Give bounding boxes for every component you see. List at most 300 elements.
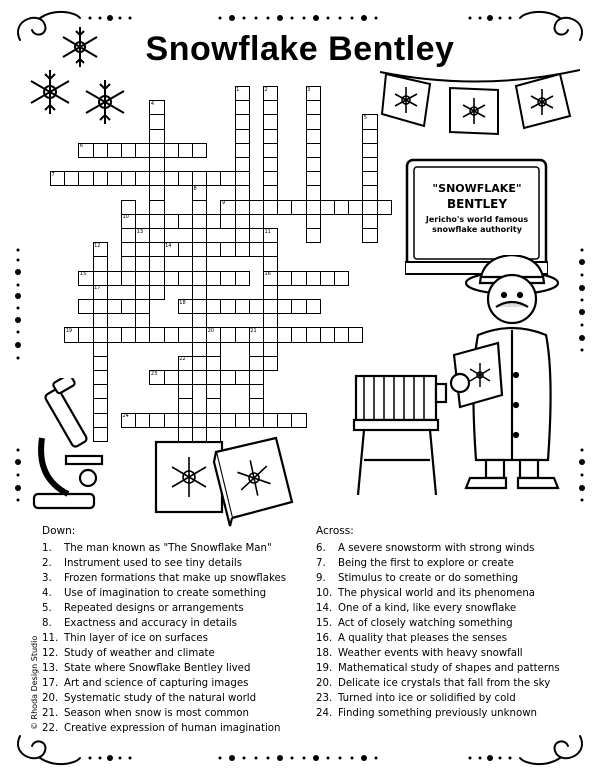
down-heading: Down:	[42, 525, 76, 537]
clue-number: 3.	[42, 573, 52, 584]
grid-cell[interactable]	[220, 214, 235, 229]
grid-cell[interactable]	[306, 171, 321, 186]
grid-cell[interactable]	[206, 384, 221, 399]
clue-text: State where Snowflake Bentley lived	[64, 663, 251, 674]
grid-cell[interactable]	[107, 143, 122, 158]
clue-number: 6.	[316, 543, 326, 554]
grid-cell[interactable]	[220, 370, 235, 385]
clue-number: 9.	[316, 573, 326, 584]
grid-cell[interactable]	[164, 143, 179, 158]
grid-cell[interactable]	[192, 242, 207, 257]
clue-text: A quality that pleases the senses	[338, 633, 508, 644]
grid-cell[interactable]	[362, 171, 377, 186]
grid-number: 13	[136, 228, 144, 235]
grid-cell[interactable]	[306, 214, 321, 229]
grid-cell[interactable]	[149, 171, 164, 186]
grid-cell[interactable]	[178, 171, 193, 186]
clue-text: Repeated designs or arrangements	[64, 603, 244, 614]
grid-cell[interactable]	[277, 200, 292, 215]
page-title: Snowflake Bentley	[145, 30, 455, 68]
grid-number: 24	[122, 413, 129, 420]
clue-text: Finding something previously unknown	[338, 708, 537, 719]
grid-cell[interactable]	[149, 228, 164, 243]
grid-cell[interactable]	[249, 200, 264, 215]
across-clue-9	[316, 571, 560, 586]
grid-cell[interactable]	[107, 271, 122, 286]
grid-cell[interactable]	[320, 271, 335, 286]
down-clue-2	[42, 556, 286, 571]
grid-cell[interactable]	[235, 157, 250, 172]
grid-number: 15	[79, 271, 87, 278]
grid-number: 7	[51, 171, 55, 178]
grid-cell[interactable]	[291, 271, 306, 286]
grid-number: 11	[264, 228, 271, 235]
grid-number: 5	[363, 114, 368, 121]
grid-cell[interactable]	[78, 299, 93, 314]
grid-cell[interactable]	[121, 143, 136, 158]
across-clue-6	[316, 541, 560, 556]
grid-cell[interactable]	[235, 228, 250, 243]
grid-number: 18	[179, 299, 186, 306]
across-clue-20	[316, 676, 560, 691]
across-clue-10	[316, 586, 560, 601]
grid-cell[interactable]	[249, 398, 264, 413]
clue-number: 15.	[316, 618, 333, 629]
across-heading: Across:	[316, 525, 354, 537]
grid-cell[interactable]	[235, 299, 250, 314]
grid-cell[interactable]	[93, 398, 108, 413]
grid-cell[interactable]	[149, 114, 164, 129]
grid-cell[interactable]	[306, 299, 321, 314]
grid-number: 1	[236, 86, 240, 93]
grid-cell[interactable]	[220, 242, 235, 257]
grid-cell[interactable]	[149, 242, 164, 257]
grid-cell[interactable]	[178, 370, 193, 385]
grid-number: 6	[79, 143, 84, 150]
grid-cell[interactable]	[135, 285, 150, 300]
grid-cell[interactable]	[135, 413, 150, 428]
grid-cell[interactable]	[135, 313, 150, 328]
grid-cell[interactable]	[192, 342, 207, 357]
clue-number: 5.	[42, 603, 52, 614]
grid-cell[interactable]	[220, 271, 235, 286]
grid-cell[interactable]	[178, 242, 193, 257]
grid-cell[interactable]	[249, 413, 264, 428]
grid-cell[interactable]	[107, 171, 122, 186]
grid-cell[interactable]	[107, 327, 122, 342]
grid-cell[interactable]	[263, 256, 278, 271]
grid-cell[interactable]	[235, 413, 250, 428]
grid-cell[interactable]	[164, 214, 179, 229]
grid-cell[interactable]	[263, 200, 278, 215]
clue-text: Study of weather and climate	[64, 648, 215, 659]
clue-number: 11.	[42, 633, 59, 644]
grid-cell[interactable]	[277, 271, 292, 286]
grid-cell[interactable]	[235, 129, 250, 144]
clue-text: The man known as "The Snowflake Man"	[64, 543, 272, 554]
grid-cell[interactable]	[263, 313, 278, 328]
clue-text: Mathematical study of shapes and patterns	[338, 663, 560, 674]
grid-cell[interactable]	[107, 299, 122, 314]
grid-cell[interactable]	[291, 413, 306, 428]
grid-cell[interactable]	[164, 171, 179, 186]
grid-cell[interactable]	[362, 129, 377, 144]
grid-cell[interactable]	[164, 413, 179, 428]
grid-cell[interactable]	[178, 427, 193, 442]
grid-cell[interactable]	[263, 100, 278, 115]
grid-cell[interactable]	[192, 214, 207, 229]
across-clue-7	[316, 556, 560, 571]
grid-cell[interactable]	[235, 242, 250, 257]
grid-cell[interactable]	[192, 299, 207, 314]
grid-cell[interactable]	[149, 327, 164, 342]
grid-cell[interactable]	[306, 157, 321, 172]
grid-cell[interactable]	[93, 342, 108, 357]
grid-cell[interactable]	[135, 143, 150, 158]
grid-cell[interactable]	[277, 327, 292, 342]
grid-cell[interactable]	[291, 200, 306, 215]
grid-number: 10	[122, 214, 129, 221]
clue-number: 14.	[316, 603, 333, 614]
grid-cell[interactable]	[263, 356, 278, 371]
grid-cell[interactable]	[249, 356, 264, 371]
grid-cell[interactable]	[93, 313, 108, 328]
grid-cell[interactable]	[206, 242, 221, 257]
sign-line-4: snowflake authority	[432, 225, 522, 234]
grid-cell[interactable]	[235, 214, 250, 229]
clue-number: 22.	[42, 723, 59, 734]
sign-line-1: "SNOWFLAKE"	[432, 182, 522, 195]
clue-text: Season when snow is most common	[64, 708, 249, 719]
grid-cell[interactable]	[249, 384, 264, 399]
grid-cell[interactable]	[64, 171, 79, 186]
grid-cell[interactable]	[291, 299, 306, 314]
grid-cell[interactable]	[334, 327, 349, 342]
sign-line-3: Jericho's world famous	[425, 215, 529, 224]
grid-cell[interactable]	[277, 413, 292, 428]
clue-number: 19.	[316, 663, 333, 674]
down-clues	[42, 524, 286, 736]
across-clue-18	[316, 646, 560, 661]
down-clue-11	[42, 631, 286, 646]
grid-number: 21	[250, 327, 257, 334]
clue-number: 7.	[316, 558, 326, 569]
clue-number: 10.	[316, 588, 333, 599]
grid-cell[interactable]	[178, 384, 193, 399]
grid-cell[interactable]	[149, 214, 164, 229]
grid-cell[interactable]	[220, 171, 235, 186]
grid-cell[interactable]	[377, 200, 392, 215]
grid-cell[interactable]	[277, 299, 292, 314]
grid-number: 14	[165, 242, 172, 249]
clue-number: 20.	[316, 678, 333, 689]
grid-cell[interactable]	[121, 271, 136, 286]
grid-number: 20	[207, 327, 215, 334]
grid-cell[interactable]	[263, 157, 278, 172]
grid-cell[interactable]	[121, 200, 136, 215]
grid-cell[interactable]	[306, 271, 321, 286]
grid-cell[interactable]	[206, 214, 221, 229]
grid-cell[interactable]	[149, 157, 164, 172]
grid-cell[interactable]	[249, 299, 264, 314]
grid-cell[interactable]	[93, 427, 108, 442]
grid-cell[interactable]	[263, 185, 278, 200]
grid-cell[interactable]	[235, 271, 250, 286]
grid-cell[interactable]	[362, 200, 377, 215]
grid-cell[interactable]	[192, 171, 207, 186]
clue-text: Art and science of capturing images	[64, 678, 249, 689]
grid-cell[interactable]	[306, 143, 321, 158]
grid-cell[interactable]	[263, 242, 278, 257]
grid-cell[interactable]	[121, 228, 136, 243]
grid-cell[interactable]	[263, 413, 278, 428]
grid-cell[interactable]	[178, 143, 193, 158]
grid-cell[interactable]	[206, 356, 221, 371]
clue-text: Delicate ice crystals that fall from the sky	[338, 678, 551, 689]
grid-cell[interactable]	[306, 228, 321, 243]
grid-cell[interactable]	[164, 271, 179, 286]
grid-cell[interactable]	[235, 327, 250, 342]
grid-cell[interactable]	[362, 157, 377, 172]
grid-cell[interactable]	[334, 271, 349, 286]
grid-cell[interactable]	[121, 327, 136, 342]
clue-number: 12.	[42, 648, 59, 659]
grid-cell[interactable]	[235, 185, 250, 200]
grid-cell[interactable]	[192, 413, 207, 428]
clue-number: 16.	[316, 633, 333, 644]
grid-number: 8	[193, 185, 197, 192]
grid-cell[interactable]	[263, 171, 278, 186]
grid-cell[interactable]	[135, 256, 150, 271]
grid-cell[interactable]	[192, 271, 207, 286]
clue-text: Exactness and accuracy in details	[64, 618, 237, 629]
across-clues	[316, 524, 560, 721]
grid-number: 19	[65, 327, 73, 334]
grid-cell[interactable]	[149, 185, 164, 200]
across-clue-14	[316, 601, 560, 616]
grid-cell[interactable]	[235, 370, 250, 385]
grid-cell[interactable]	[362, 185, 377, 200]
clue-text: Creative expression of human imagination	[64, 723, 281, 734]
grid-cell[interactable]	[93, 384, 108, 399]
clue-text: Turned into ice or solidified by cold	[338, 693, 516, 704]
grid-cell[interactable]	[192, 228, 207, 243]
grid-cell[interactable]	[235, 100, 250, 115]
clue-number: 13.	[42, 663, 59, 674]
grid-cell[interactable]	[93, 143, 108, 158]
grid-cell[interactable]	[192, 200, 207, 215]
grid-cell[interactable]	[93, 271, 108, 286]
grid-cell[interactable]	[263, 299, 278, 314]
grid-cell[interactable]	[334, 200, 349, 215]
grid-cell[interactable]	[348, 200, 363, 215]
grid-number: 16	[264, 271, 271, 278]
down-clue-4	[42, 586, 286, 601]
sign-line-2: BENTLEY	[446, 197, 508, 211]
copyright-text: © Rhoda Design Studio	[30, 635, 39, 730]
grid-cell[interactable]	[220, 413, 235, 428]
down-clue-8	[42, 616, 286, 631]
grid-cell[interactable]	[235, 200, 250, 215]
grid-cell[interactable]	[220, 299, 235, 314]
grid-number: 2	[264, 86, 268, 93]
grid-cell[interactable]	[249, 370, 264, 385]
across-clue-15	[316, 616, 560, 631]
across-clue-24	[316, 706, 560, 721]
clue-number: 4.	[42, 588, 52, 599]
clue-text: Systematic study of the natural world	[64, 693, 257, 704]
across-clue-23	[316, 691, 560, 706]
grid-cell[interactable]	[149, 256, 164, 271]
grid-cell[interactable]	[93, 413, 108, 428]
down-clue-13	[42, 661, 286, 676]
grid-number: 3	[307, 86, 311, 93]
clue-number: 18.	[316, 648, 333, 659]
grid-cell[interactable]	[164, 370, 179, 385]
grid-cell[interactable]	[149, 143, 164, 158]
clue-number: 21.	[42, 708, 59, 719]
grid-cell[interactable]	[121, 171, 136, 186]
grid-cell[interactable]	[206, 171, 221, 186]
grid-cell[interactable]	[320, 200, 335, 215]
grid-cell[interactable]	[263, 143, 278, 158]
grid-cell[interactable]	[306, 185, 321, 200]
clue-number: 8.	[42, 618, 52, 629]
grid-cell[interactable]	[93, 327, 108, 342]
grid-cell[interactable]	[206, 398, 221, 413]
grid-cell[interactable]	[178, 327, 193, 342]
grid-cell[interactable]	[235, 114, 250, 129]
grid-cell[interactable]	[235, 171, 250, 186]
grid-cell[interactable]	[362, 228, 377, 243]
grid-cell[interactable]	[320, 327, 335, 342]
grid-cell[interactable]	[149, 129, 164, 144]
clue-text: Stimulus to create or do something	[338, 573, 519, 584]
clue-text: The physical world and its phenomena	[338, 588, 536, 599]
grid-cell[interactable]	[135, 299, 150, 314]
clue-number: 1.	[42, 543, 52, 554]
grid-cell[interactable]	[220, 327, 235, 342]
grid-cell[interactable]	[235, 143, 250, 158]
clue-text: Instrument used to see tiny details	[64, 558, 243, 569]
clue-text: Being the first to explore or create	[338, 558, 514, 569]
grid-cell[interactable]	[263, 327, 278, 342]
grid-cell[interactable]	[149, 271, 164, 286]
grid-cell[interactable]	[206, 370, 221, 385]
down-clue-12	[42, 646, 286, 661]
grid-cell[interactable]	[135, 271, 150, 286]
grid-cell[interactable]	[263, 129, 278, 144]
grid-cell[interactable]	[249, 214, 264, 229]
grid-cell[interactable]	[93, 370, 108, 385]
clue-number: 17.	[42, 678, 59, 689]
grid-cell[interactable]	[135, 214, 150, 229]
grid-cell[interactable]	[206, 342, 221, 357]
grid-cell[interactable]	[121, 256, 136, 271]
grid-cell[interactable]	[93, 171, 108, 186]
grid-cell[interactable]	[135, 171, 150, 186]
down-clue-22	[42, 721, 286, 736]
grid-cell[interactable]	[206, 427, 221, 442]
grid-cell[interactable]	[121, 242, 136, 257]
grid-cell[interactable]	[192, 313, 207, 328]
grid-cell[interactable]	[192, 256, 207, 271]
clue-text: A severe snowstorm with strong winds	[338, 543, 535, 554]
down-clue-1	[42, 541, 286, 556]
grid-number: 4	[150, 100, 155, 107]
grid-cell[interactable]	[263, 285, 278, 300]
grid-cell[interactable]	[178, 413, 193, 428]
grid-number: 12	[94, 242, 101, 249]
grid-cell[interactable]	[93, 256, 108, 271]
clue-text: Weather events with heavy snowfall	[338, 648, 523, 659]
grid-cell[interactable]	[206, 413, 221, 428]
grid-number: 22	[179, 356, 186, 363]
grid-number: 23	[150, 370, 158, 377]
down-clue-21	[42, 706, 286, 721]
grid-cell[interactable]	[78, 327, 93, 342]
clue-number: 2.	[42, 558, 52, 569]
down-clue-5	[42, 601, 286, 616]
grid-cell[interactable]	[306, 100, 321, 115]
across-clue-16	[316, 631, 560, 646]
clue-text: Frozen formations that make up snowflakes	[64, 573, 287, 584]
grid-cell[interactable]	[164, 327, 179, 342]
grid-cell[interactable]	[121, 299, 136, 314]
grid-cell[interactable]	[263, 342, 278, 357]
grid-cell[interactable]	[263, 114, 278, 129]
down-clue-17	[42, 676, 286, 691]
grid-cell[interactable]	[149, 413, 164, 428]
grid-cell[interactable]	[93, 299, 108, 314]
grid-cell[interactable]	[249, 342, 264, 357]
down-clue-3	[42, 571, 286, 586]
grid-cell[interactable]	[306, 200, 321, 215]
grid-cell[interactable]	[192, 370, 207, 385]
grid-cell[interactable]	[192, 356, 207, 371]
grid-cell[interactable]	[93, 356, 108, 371]
grid-cell[interactable]	[149, 200, 164, 215]
grid-cell[interactable]	[178, 398, 193, 413]
grid-cell[interactable]	[206, 271, 221, 286]
grid-cell[interactable]	[192, 285, 207, 300]
grid-cell[interactable]	[348, 327, 363, 342]
grid-cell[interactable]	[135, 327, 150, 342]
grid-cell[interactable]	[249, 242, 264, 257]
grid-number: 17	[94, 285, 101, 292]
clue-text: Act of closely watching something	[338, 618, 513, 629]
grid-cell[interactable]	[178, 271, 193, 286]
clue-text: One of a kind, like every snowflake	[338, 603, 517, 614]
grid-cell[interactable]	[291, 327, 306, 342]
grid-cell[interactable]	[192, 327, 207, 342]
grid-cell[interactable]	[306, 114, 321, 129]
grid-cell[interactable]	[362, 214, 377, 229]
grid-cell[interactable]	[362, 143, 377, 158]
grid-cell[interactable]	[306, 129, 321, 144]
clue-number: 24.	[316, 708, 333, 719]
grid-cell[interactable]	[149, 285, 164, 300]
grid-cell[interactable]	[78, 171, 93, 186]
grid-cell[interactable]	[135, 242, 150, 257]
clue-text: Use of imagination to create something	[64, 588, 267, 599]
clue-text: Thin layer of ice on surfaces	[64, 633, 208, 644]
grid-cell[interactable]	[192, 143, 207, 158]
grid-cell[interactable]	[206, 299, 221, 314]
grid-cell[interactable]	[178, 214, 193, 229]
clue-number: 23.	[316, 693, 333, 704]
grid-cell[interactable]	[306, 327, 321, 342]
